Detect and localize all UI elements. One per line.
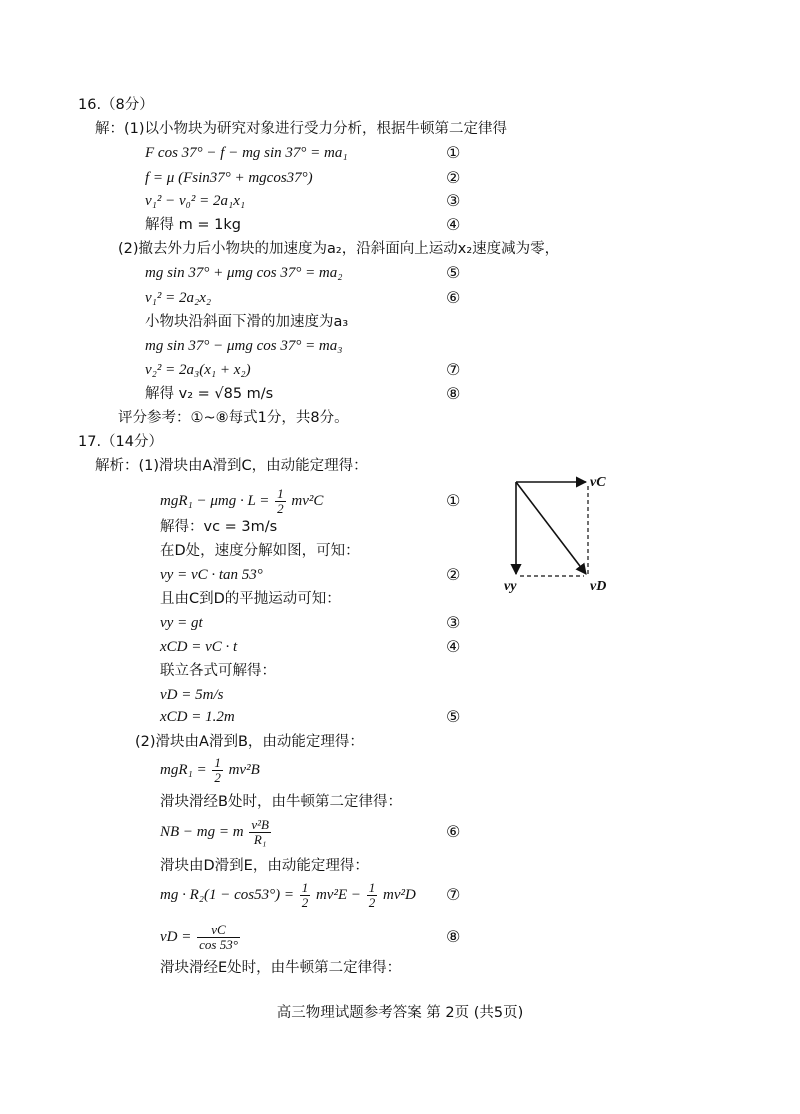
p17-eq1-right: mv²C: [291, 493, 324, 509]
p16-marker-1: ①: [446, 143, 461, 162]
p16-marker-6: ⑥: [446, 288, 461, 307]
p17-eq1-left: mgR₁ − μmg · L =: [160, 493, 270, 509]
velocity-decomposition-diagram: [500, 466, 620, 596]
p16-equation-2: f = μ (Fsin37° + mgcos37°): [145, 170, 313, 186]
p17-combine: 联立各式可解得：: [160, 663, 276, 679]
problem-17-intro: 解析：(1)滑块由A滑到C，由动能定理得：: [95, 458, 368, 474]
p17-eq-ab-left: mgR₁ =: [160, 762, 207, 778]
p17-eq7-mid: mv²E −: [315, 887, 361, 903]
p17-eq6-frac: $\frac{\text{v²B}}{\text{R₁}}$: [251, 817, 269, 848]
p17-part-2: (2)滑块由A滑到B，由动能定理得：: [135, 734, 364, 750]
p17-equation-7: [160, 879, 416, 911]
p17-equation-6: [160, 815, 273, 849]
p17-at-e: 滑块滑经E处时，由牛顿第二定律得：: [160, 960, 402, 976]
p17-eq-ab-half: $\frac{1}{2}$: [214, 755, 221, 786]
p16-equation-7: v₂² = 2a₃(x₁ + x₂): [145, 362, 251, 378]
p16-part-2: (2)撤去外力后小物块的加速度为a₂，沿斜面向上运动x₂速度减为零，: [118, 241, 560, 257]
label-vd: vD: [590, 579, 607, 594]
p16-scoring: 评分参考：①~⑧每式1分，共8分。: [118, 410, 349, 426]
p16-equation-8: 解得 v₂ = √85 m/s: [145, 386, 274, 402]
p16-equation-4: 解得 m = 1kg: [145, 217, 241, 233]
p17-equation-1: [160, 486, 323, 516]
label-vy: vy: [504, 579, 517, 594]
p17-eq7-half-1: $\frac{1}{2}$: [301, 880, 309, 911]
p17-d-to-e: 滑块由D滑到E，由动能定理得：: [160, 858, 369, 874]
p16-equation-1: F cos 37° − f − mg sin 37° = ma₁: [145, 145, 348, 161]
p17-marker-3: ③: [446, 613, 461, 632]
p17-equation-8: [160, 920, 242, 954]
p17-xcd-result: xCD = 1.2m: [160, 709, 235, 725]
p17-marker-6: ⑥: [446, 822, 461, 841]
problem-16-heading: 16.（8分）: [78, 97, 154, 113]
p17-marker-5: ⑤: [446, 707, 461, 726]
p16-marker-2: ②: [446, 168, 461, 187]
p17-at-b: 滑块滑经B处时，由牛顿第二定律得：: [160, 794, 402, 810]
p16-marker-4: ④: [446, 215, 461, 234]
p17-eq8-frac: $\frac{vC}{\cos 53^\circ}$: [199, 922, 238, 953]
p17-marker-2: ②: [446, 565, 461, 584]
p17-equation-3: vy = gt: [160, 615, 203, 631]
vd-arrow: [516, 482, 586, 574]
p17-marker-4: ④: [446, 637, 461, 656]
p16-marker-5: ⑤: [446, 263, 461, 282]
p17-eq7-half-2: $\frac{1}{2}$: [368, 880, 376, 911]
p16-marker-8: ⑧: [446, 384, 461, 403]
p17-equation-4: xCD = vC · t: [160, 639, 238, 655]
problem-16-intro: 解：(1)以小物块为研究对象进行受力分析，根据牛顿第二定律得: [95, 121, 508, 137]
p17-at-d: 在D处，速度分解如图，可知：: [160, 543, 360, 559]
p17-marker-8: ⑧: [446, 927, 461, 946]
problem-17-heading: 17.（14分）: [78, 434, 164, 450]
p17-eq1-half: $\frac{1}{2}$: [277, 486, 284, 517]
p16-equation-a3: mg sin 37° − μmg cos 37° = ma₃: [145, 338, 343, 354]
p17-equation-ab: [160, 755, 260, 785]
p17-marker-1: ①: [446, 491, 461, 510]
p17-eq8-left: vD =: [160, 929, 192, 945]
p17-marker-7: ⑦: [446, 885, 461, 904]
p17-from-cd: 且由C到D的平抛运动可知：: [160, 591, 341, 607]
page-footer: 高三物理试题参考答案 第 2页 (共5页): [276, 1005, 524, 1021]
p16-equation-3: v₁² − v₀² = 2a₁x₁: [145, 193, 246, 209]
p17-result-vc: 解得：vc = 3m/s: [160, 519, 278, 535]
p16-equation-5: mg sin 37° + μmg cos 37° = ma₂: [145, 265, 343, 281]
p17-eq6-left: NB − mg = m: [160, 824, 244, 840]
p16-slide-text: 小物块沿斜面下滑的加速度为a₃: [145, 314, 349, 330]
p17-vd-result: vD = 5m/s: [160, 687, 224, 703]
p17-eq7-left: mg · R₂(1 − cos53°) =: [160, 887, 294, 903]
p17-equation-2: vy = vC · tan 53°: [160, 567, 263, 583]
p17-eq-ab-right: mv²B: [228, 762, 260, 778]
p16-marker-3: ③: [446, 191, 461, 210]
label-vc: vC: [590, 475, 606, 490]
p16-marker-7: ⑦: [446, 360, 461, 379]
p16-equation-6: v₁² = 2a₂x₂: [145, 290, 212, 306]
p17-eq7-right: mv²D: [382, 887, 416, 903]
